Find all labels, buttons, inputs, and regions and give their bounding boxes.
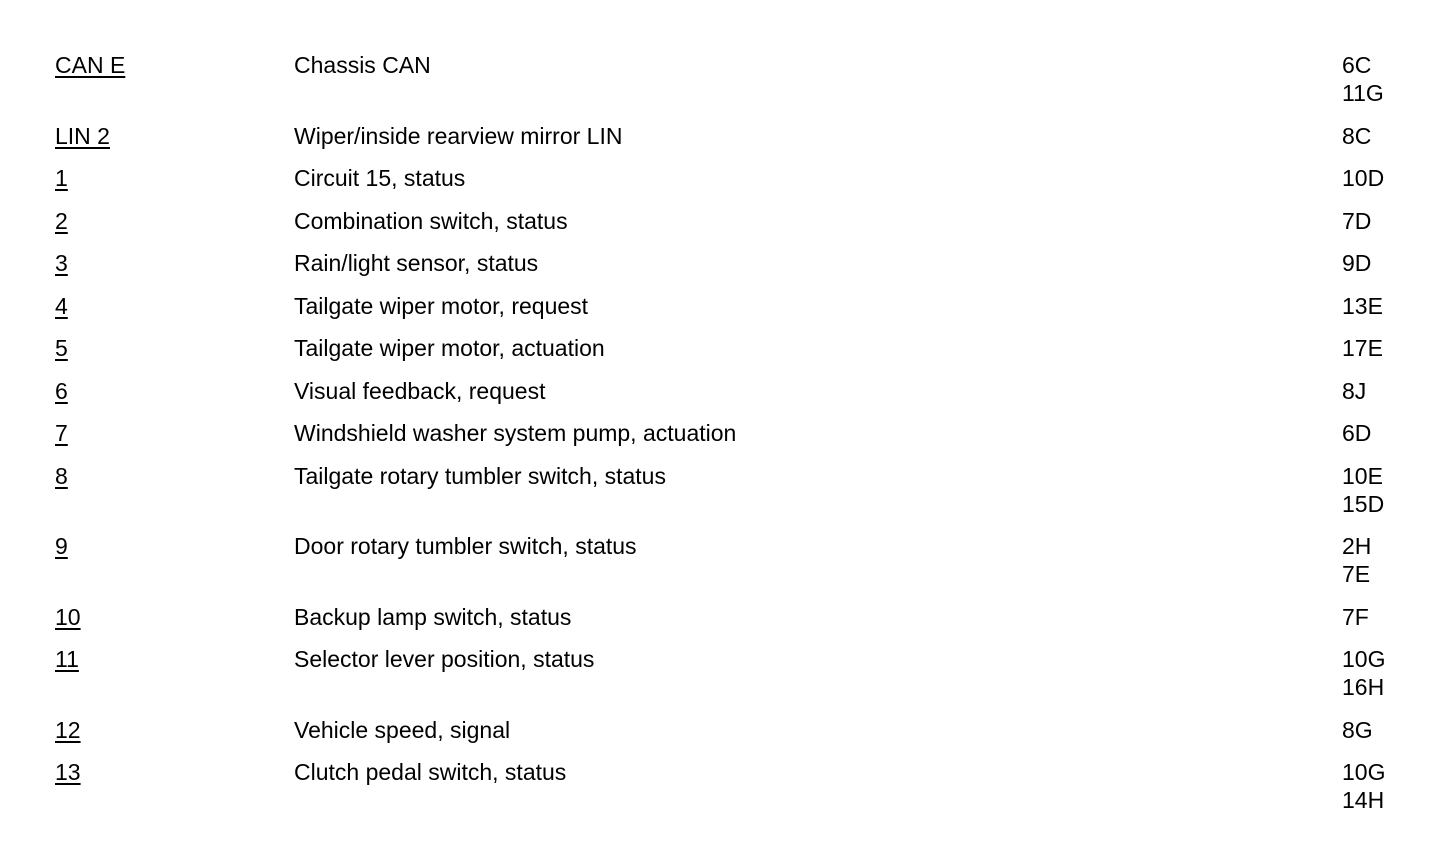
legend-row-can-e	[55, 51, 1415, 107]
legend-key-link[interactable]: CAN E	[55, 52, 126, 78]
grid-reference: 8J	[1342, 377, 1367, 404]
legend-key-link[interactable]: 7	[55, 420, 68, 446]
legend-key-link[interactable]: 6	[55, 377, 68, 404]
legend-refs	[1342, 419, 1415, 447]
legend-row-6	[55, 377, 1415, 405]
legend-key-link[interactable]: 2	[55, 207, 68, 234]
legend-refs	[1342, 532, 1415, 588]
legend-refs	[1342, 207, 1415, 235]
legend-description: Wiper/inside rearview mirror LIN	[294, 122, 623, 149]
legend-description: Door rotary tumbler switch, status	[294, 533, 637, 559]
grid-reference: 15D	[1342, 490, 1385, 517]
legend-key-link[interactable]: 12	[55, 716, 81, 743]
grid-reference: 6D	[1342, 420, 1372, 446]
grid-reference: 10G	[1342, 646, 1386, 672]
legend-refs	[1342, 645, 1415, 701]
legend-row-8	[55, 462, 1415, 518]
legend-refs	[1342, 334, 1415, 362]
legend-description: Combination switch, status	[294, 207, 568, 234]
grid-reference: 8G	[1342, 716, 1373, 743]
legend-key-link[interactable]: 3	[55, 250, 68, 276]
legend-description: Selector lever position, status	[294, 646, 595, 672]
grid-reference: 9D	[1342, 250, 1372, 276]
legend-row-12	[55, 716, 1415, 744]
legend-description: Vehicle speed, signal	[294, 716, 511, 743]
legend-description: Clutch pedal switch, status	[294, 759, 567, 785]
legend-row-1	[55, 164, 1415, 192]
legend-refs	[1342, 603, 1415, 631]
legend-key-link[interactable]: 1	[55, 165, 68, 191]
legend-description: Backup lamp switch, status	[294, 603, 572, 630]
grid-reference: 10E	[1342, 462, 1383, 489]
legend-refs	[1342, 122, 1415, 150]
legend-key-link[interactable]: 13	[55, 759, 81, 785]
legend-row-11	[55, 645, 1415, 701]
legend-refs	[1342, 164, 1415, 192]
legend-key-link[interactable]: 9	[55, 533, 68, 559]
legend-row-7	[55, 419, 1415, 447]
legend-description: Chassis CAN	[294, 52, 431, 78]
grid-reference: 7E	[1342, 561, 1371, 587]
legend-refs	[1342, 292, 1415, 320]
legend-row-13	[55, 758, 1415, 814]
legend-row-10	[55, 603, 1415, 631]
legend-refs	[1342, 758, 1415, 814]
legend-description: Tailgate wiper motor, request	[294, 292, 589, 319]
legend-key-link[interactable]: 11	[55, 646, 79, 672]
legend-refs	[1342, 51, 1415, 107]
legend-row-lin-2	[55, 122, 1415, 150]
legend-refs	[1342, 249, 1415, 277]
grid-reference: 16H	[1342, 674, 1385, 700]
legend-description: Windshield washer system pump, actuation	[294, 420, 737, 446]
grid-reference: 13E	[1342, 292, 1383, 319]
legend-description: Tailgate rotary tumbler switch, status	[294, 462, 666, 489]
legend-row-4	[55, 292, 1415, 320]
grid-reference: 14H	[1342, 787, 1385, 813]
legend-description: Tailgate wiper motor, actuation	[294, 335, 605, 361]
legend-row-9	[55, 532, 1415, 588]
grid-reference: 2H	[1342, 533, 1372, 559]
legend-refs	[1342, 462, 1415, 518]
grid-reference: 7F	[1342, 603, 1369, 630]
grid-reference: 6C	[1342, 52, 1372, 78]
grid-reference: 17E	[1342, 335, 1383, 361]
legend-description: Rain/light sensor, status	[294, 250, 539, 276]
legend-refs	[1342, 716, 1415, 744]
legend-row-2	[55, 207, 1415, 235]
legend-key-link[interactable]: 8	[55, 462, 68, 489]
legend-refs	[1342, 377, 1415, 405]
legend-description: Circuit 15, status	[294, 165, 466, 191]
grid-reference: 7D	[1342, 207, 1372, 234]
grid-reference: 10D	[1342, 165, 1385, 191]
legend-key-link[interactable]: 4	[55, 292, 68, 319]
grid-reference: 10G	[1342, 759, 1386, 785]
signal-legend-table	[55, 51, 1415, 829]
legend-description: Visual feedback, request	[294, 377, 546, 404]
legend-row-3	[55, 249, 1415, 277]
grid-reference: 8C	[1342, 122, 1372, 149]
grid-reference: 11G	[1342, 80, 1384, 106]
legend-key-link[interactable]: LIN 2	[55, 122, 110, 149]
legend-key-link[interactable]: 10	[55, 603, 81, 630]
legend-row-5	[55, 334, 1415, 362]
legend-key-link[interactable]: 5	[55, 335, 68, 361]
